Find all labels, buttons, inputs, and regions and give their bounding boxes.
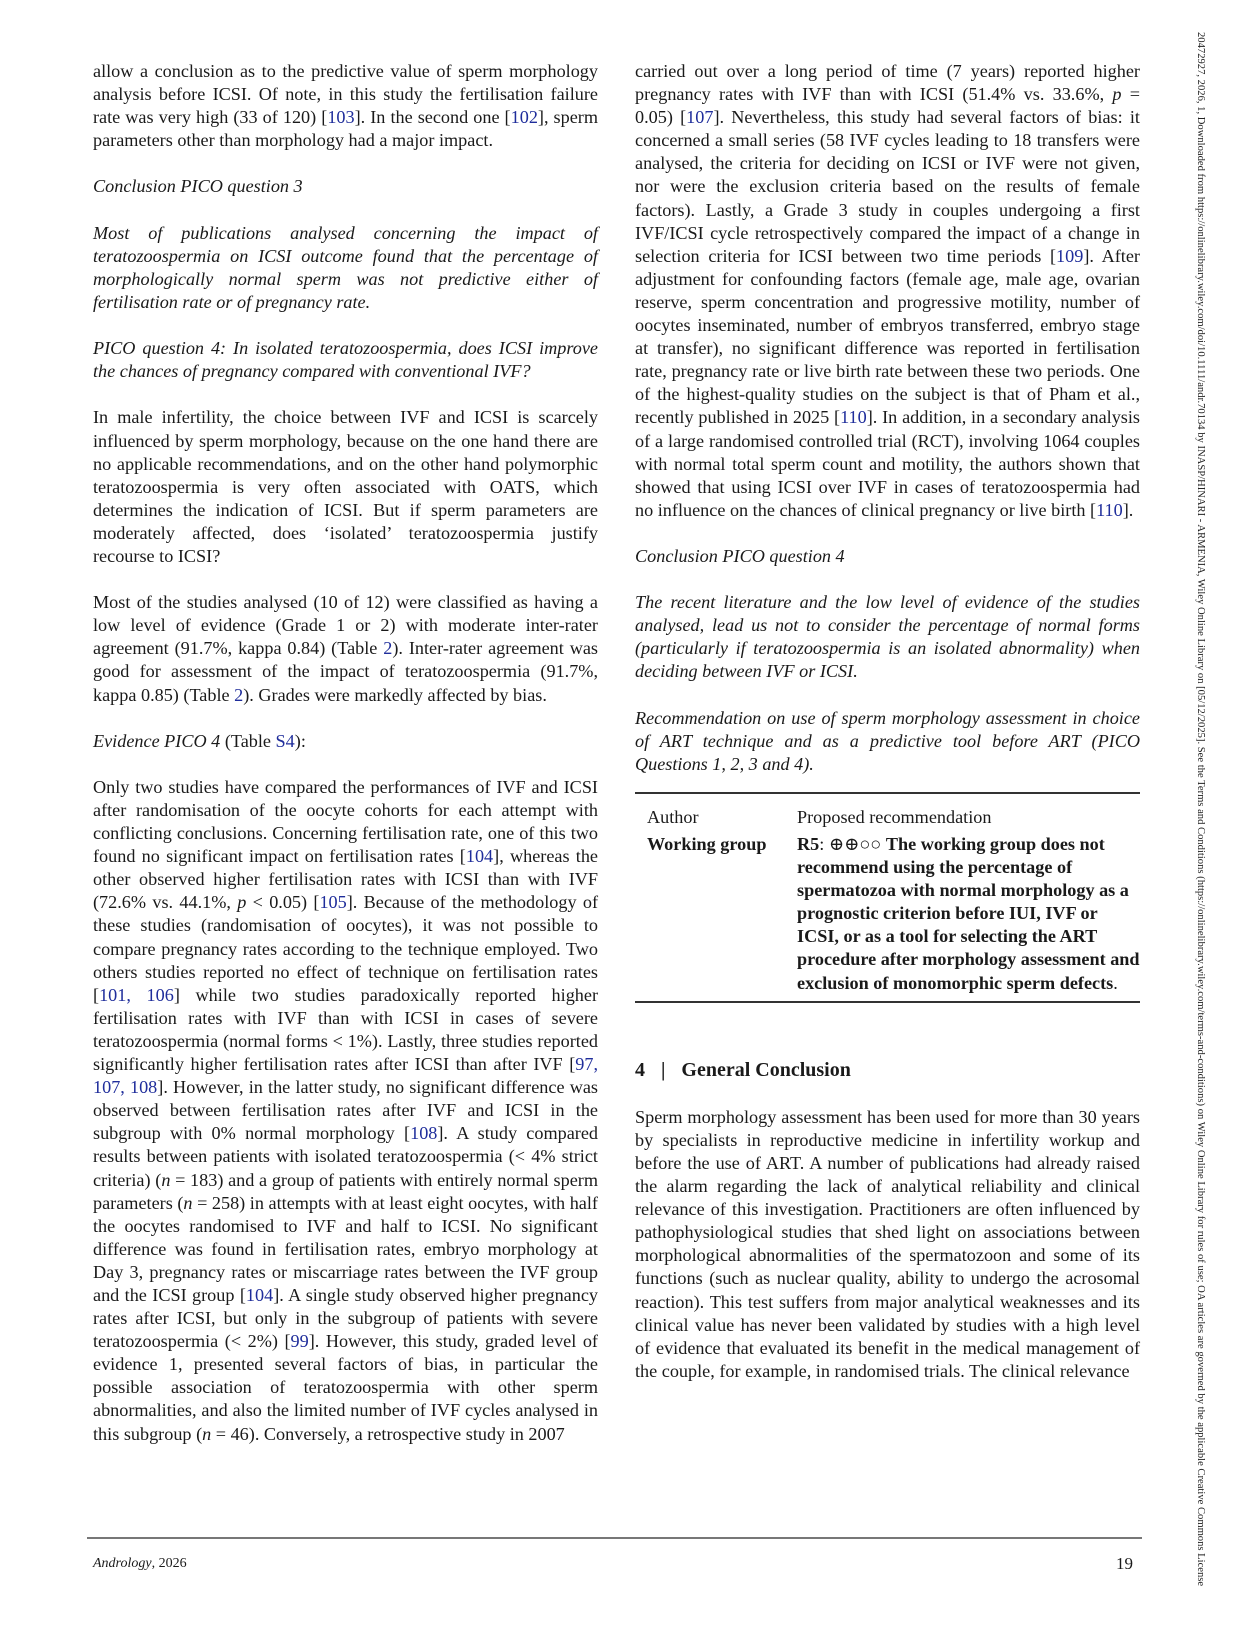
citation-link[interactable]: 110	[1096, 499, 1123, 520]
table-header-row	[635, 793, 1140, 833]
paragraph-ivf-icsi-choice: In male infertility, the choice between IVF and ICSI is scarcely influenced by sperm morphology, because on the one hand there are no applicable recommendations, and on the other hand polymorphic teratozoospermia is very often associated with OATS, which determines the indication of ICSI. But if sperm parameters are moderately affected, does ‘isolated’ teratozoospermia justify recourse to ICSI?	[93, 407, 598, 566]
pico4-question: PICO question 4: In isolated teratozoospermia, does ICSI improve the chances of pregnancy compared with conventional IVF?	[93, 338, 598, 382]
column-header-author: Author	[647, 806, 699, 827]
citation-link[interactable]: 99	[290, 1331, 309, 1352]
paragraph-icsi-predictive: allow a conclusion as to the predictive value of sperm morphology analysis before ICSI. Of note, in this study the fertilisation failure rate was very high (33 of 120) [103]. In the second one [102], sperm parameters other than morphology had a major impact.	[93, 61, 599, 151]
citation-link[interactable]: 110	[840, 407, 867, 428]
recommendation-heading: Recommendation on use of sperm morphology assessment in choice of ART technique and as a predictive tool before ART (PICO Questions 1, 2, 3 and 4).	[635, 707, 1140, 774]
paragraph-evidence: Only two studies have compared the performances of IVF and ICSI after randomisation of the oocyte cohorts for each attempt with conflicting conclusions. Concerning fertilisation rate, one of this two found no significant impact on fertilisation rates [104], whereas the other observed higher fertilisation rates with ICSI than with IVF (72.6% vs. 44.1%, p < 0.05) [105]. Because of the methodology of these studies (randomisation of oocytes), it was not possible to compare pregnancy rates according to the technique employed. Two others studies reported no effect of technique on fertilisation rates [101, 106] while two studies paradoxically reported higher fertilisation rates with IVF than with ICSI in cases of severe teratozoospermia (normal forms < 1%). Lastly, three studies reported significantly higher fertilisation rates after ICSI than after IVF [97, 107, 108]. However, in the latter study, no significant difference was observed between fertilisation rates after IVF and ICSI in the subgroup with 0% normal morphology [108]. A study compared results between patients with isolated teratozoospermia (< 4% strict criteria) (n = 183) and a group of patients with entirely normal sperm parameters (n = 258) in attempts with at least eight oocytes, with half the oocytes randomised to IVF and half to ICSI. No significant difference was found in fertilisation rates, embryo morphology at Day 3, pregnancy rates or miscarriage rates between the IVF group and the ICSI group [104]. A single study observed higher pregnancy rates after ICSI, but only in the subgroup of patients with severe teratozoospermia (< 2%) [99]. However, this study, graded level of evidence 1, presented several factors of bias, in particular the possible association of teratozoospermia with other sperm abnormalities, and also the limited number of IVF cycles analysed in this subgroup (n = 46). Conversely, a retrospective study in 2007	[93, 776, 599, 1444]
citation-link[interactable]: 108	[410, 1123, 438, 1144]
section-separator: |	[661, 1058, 666, 1081]
evidence-pico4-heading: Evidence PICO 4 (Table S4):	[93, 730, 306, 751]
section-heading	[635, 1059, 1140, 1082]
page-number: 19	[1116, 1554, 1133, 1573]
right-column	[635, 60, 1140, 1406]
citation-link[interactable]: 97, 107, 108	[93, 1054, 598, 1098]
left-column	[93, 60, 598, 1469]
table-link[interactable]: 2	[234, 684, 244, 705]
conclusion-pico4-heading: Conclusion PICO question 4	[635, 545, 845, 566]
conclusion-pico3-text: Most of publications analysed concerning the impact of teratozoospermia on ICSI outcome found that the percentage of morphologically normal sperm was not predictive either of fertilisation rate or of pregnancy rate.	[93, 222, 598, 312]
paragraph-general-conclusion: Sperm morphology assessment has been used for more than 30 years by specialists in reproductive medicine in infertility workup and before the use of ART. A number of publications had already raised the alarm regarding the lack of analytical reliability and clinical relevance of this investigation. Practitioners are often influenced by pathophysiological studies that shed light on associations between morphological abnormalities of the spermatozoon and some of its functions (such as nuclear quality, ability to undergo the acrosomal reaction). This test suffers from major analytical weaknesses and its clinical value has never been validated by studies with a high level of evidence that evaluated its benefit in the medical management of the couple, for example, in randomised trials. The clinical relevance	[635, 1106, 1140, 1381]
journal-citation: Andrology, 2026	[93, 1556, 187, 1571]
recommendation-table	[635, 792, 1140, 1003]
citation-link[interactable]: 109	[1056, 245, 1084, 266]
author-cell: Working group	[647, 834, 767, 854]
conclusion-pico4-text: The recent literature and the low level of evidence of the studies analysed, lead us not to consider the percentage of normal forms (particularly if teratozoospermia is an isolated abnormality) when deciding between IVF or ICSI.	[635, 592, 1140, 682]
citation-link[interactable]: 107	[686, 107, 714, 128]
table-row	[635, 833, 1140, 1002]
recommendation-id: R5	[797, 834, 820, 854]
paragraph-retrospective-study: carried out over a long period of time (7 years) reported higher pregnancy rates with IVF than with ICSI (51.4% vs. 33.6%, p = 0.05) [107]. Nevertheless, this study had several factors of bias: it concerned a small series (58 IVF cycles leading to 18 transfers were analysed, the criteria for deciding on ICSI or IVF were not given, nor were the exclusion criteria based on the results of female factors). Lastly, a Grade 3 study in couples undergoing a first IVF/ICSI cycle retrospectively compared the impact of a change in selection criteria for ICSI between two time periods [109]. After adjustment for confounding factors (female age, male age, ovarian reserve, sperm concentration and progressive motility, number of oocytes inseminated, number of embryos transferred, embryo stage at transfer), no significant difference was reported in fertilisation rate, pregnancy rate or live birth rate between these two periods. One of the highest-quality studies on the subject is that of Pham et al., recently published in 2025 [110]. In addition, in a secondary analysis of a large randomised controlled trial (RCT), involving 1064 couples with normal total sperm count and motility, the authors shown that showed that using ICSI over IVF in cases of teratozoospermia had no influence on the chances of clinical pregnancy or live birth [110].	[635, 61, 1141, 520]
grade-symbols-icon: ⊕⊕○○	[828, 834, 882, 854]
conclusion-pico3-heading: Conclusion PICO question 3	[93, 176, 303, 197]
paragraph-grades: Most of the studies analysed (10 of 12) were classified as having a low level of evidence (Grade 1 or 2) with moderate inter-rater agreement (91.7%, kappa 0.84) (Table 2). Inter-rater agreement was good for assessment of the impact of teratozoospermia (91.7%, kappa 0.85) (Table 2). Grades were markedly affected by bias.	[93, 592, 598, 705]
citation-link[interactable]: 101, 106	[99, 984, 174, 1005]
download-notice-sidebar: 20472927, 2026, 1, Downloaded from https://onlinelibrary.wiley.com/doi/10.1111/andr.70134 by INASP/HINARI - ARMENIA, Wiley Online Library on [05/12/2025]. See the Terms and Conditions (https://onlinelibrary.wiley.com/terms-and-conditions) on Wiley Online Library for rules of use; OA articles are governed by the applicable Creative Commons License	[1195, 32, 1206, 1587]
section-number: 4	[635, 1058, 645, 1081]
citation-link[interactable]: 102	[510, 107, 538, 128]
section-title: General Conclusion	[681, 1058, 851, 1081]
column-header-recommendation: Proposed recommendation	[797, 806, 992, 827]
supplementary-table-link[interactable]: S4	[275, 730, 295, 751]
citation-link[interactable]: 103	[327, 107, 355, 128]
citation-link[interactable]: 104	[245, 1284, 274, 1305]
citation-link[interactable]: 105	[319, 892, 347, 913]
recommendation-cell: R5: ⊕⊕○○ The working group does not recommend using the percentage of spermatozoa with normal morphology as a prognostic criterion before IUI, IVF or ICSI, or as a tool for selecting the ART procedure after morphology assessment and exclusion of monomorphic sperm defects.	[797, 834, 1140, 993]
table-link[interactable]: 2	[383, 638, 393, 659]
citation-link[interactable]: 104	[465, 846, 494, 867]
footer-divider	[87, 1537, 1142, 1539]
recommendation-text: The working group does not recommend using the percentage of spermatozoa with normal morphology as a prognostic criterion before IUI, IVF or ICSI, or as a tool for selecting the ART procedure after morphology assessment and exclusion of monomorphic sperm defects	[797, 834, 1140, 993]
